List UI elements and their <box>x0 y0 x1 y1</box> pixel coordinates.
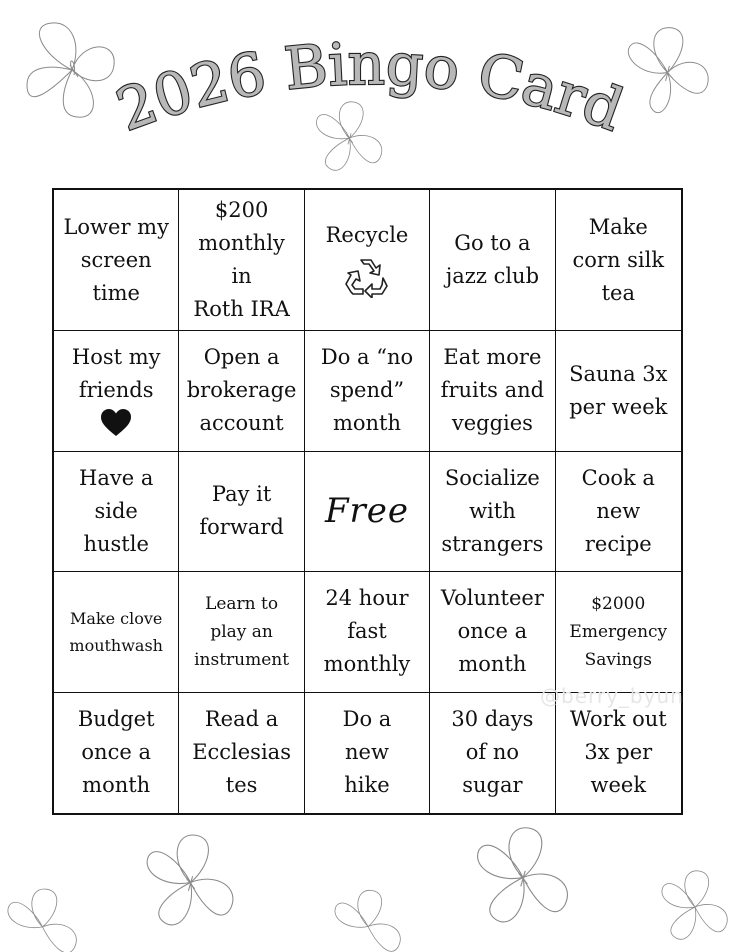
bingo-cell[interactable] <box>54 452 179 573</box>
bingo-cell[interactable] <box>305 572 430 693</box>
cell-text: Recycle <box>325 222 409 247</box>
cell-text: $2000 Emergency Savings <box>569 593 668 670</box>
cell-text: Eat more fruits and veggies <box>440 345 545 436</box>
bingo-cell[interactable] <box>430 693 555 814</box>
flower-decoration <box>468 820 578 935</box>
bingo-cell[interactable] <box>305 190 430 331</box>
bingo-cell[interactable] <box>430 331 555 452</box>
cell-text: Do a “no spend” month <box>320 345 414 436</box>
recycle-icon <box>343 254 391 302</box>
cell-text: Make clove mouthwash <box>69 608 163 655</box>
cell-text: Work out 3x per week <box>569 707 667 798</box>
bingo-cell[interactable] <box>305 331 430 452</box>
title-text: 2026 Bingo Card <box>108 29 632 145</box>
svg-text:2026 Bingo Card <box>108 30 632 144</box>
watermark: @berry_byun <box>540 684 684 708</box>
bingo-cell[interactable] <box>430 452 555 573</box>
bingo-cell[interactable] <box>179 572 304 693</box>
cell-text: Volunteer once a month <box>440 586 544 677</box>
bingo-cell[interactable] <box>305 693 430 814</box>
bingo-cell[interactable] <box>556 331 681 452</box>
bingo-cell[interactable] <box>430 572 555 693</box>
bingo-cell[interactable] <box>54 572 179 693</box>
cell-text: 24 hour fast monthly <box>323 586 411 677</box>
bingo-cell[interactable] <box>54 693 179 814</box>
cell-text: Socialize with strangers <box>441 465 544 556</box>
bingo-cell[interactable] <box>179 331 304 452</box>
flower-decoration <box>138 830 243 935</box>
cell-text: Read a Ecclesias tes <box>192 707 291 798</box>
heart-icon <box>100 409 132 441</box>
cell-text: Go to a jazz club <box>445 231 540 288</box>
bingo-cell[interactable] <box>556 572 681 693</box>
cell-text: Host my friends <box>71 344 161 402</box>
bingo-cell[interactable] <box>305 452 430 573</box>
bingo-cell[interactable] <box>179 190 304 331</box>
cell-text: Budget once a month <box>77 707 155 798</box>
bingo-cell[interactable] <box>179 452 304 573</box>
cell-text: Open a brokerage account <box>186 345 297 436</box>
cell-text: Lower my screen time <box>63 214 169 305</box>
bingo-cell[interactable] <box>179 693 304 814</box>
cell-text: Do a new hike <box>342 707 392 798</box>
bingo-cell[interactable] <box>54 331 179 452</box>
bingo-cell[interactable] <box>556 693 681 814</box>
bingo-grid <box>52 188 683 815</box>
cell-text: $200 monthly in Roth IRA <box>193 198 290 321</box>
flower-decoration <box>0 885 85 952</box>
flower-decoration <box>328 885 408 952</box>
flower-decoration <box>655 862 735 952</box>
bingo-cell[interactable] <box>556 452 681 573</box>
bingo-cell[interactable] <box>54 190 179 331</box>
bingo-cell[interactable] <box>556 190 681 331</box>
page-title <box>90 20 650 150</box>
cell-text: Make corn silk tea <box>572 214 665 305</box>
cell-text: Have a side hustle <box>79 465 154 556</box>
cell-text: Cook a new recipe <box>581 465 655 556</box>
cell-text: Learn to play an instrument <box>194 593 290 670</box>
free-space-label: Free <box>324 490 410 531</box>
cell-text: Pay it forward <box>199 482 284 540</box>
cell-text: Sauna 3x per week <box>569 361 668 419</box>
cell-text: 30 days of no sugar <box>451 707 534 798</box>
bingo-cell[interactable] <box>430 190 555 331</box>
